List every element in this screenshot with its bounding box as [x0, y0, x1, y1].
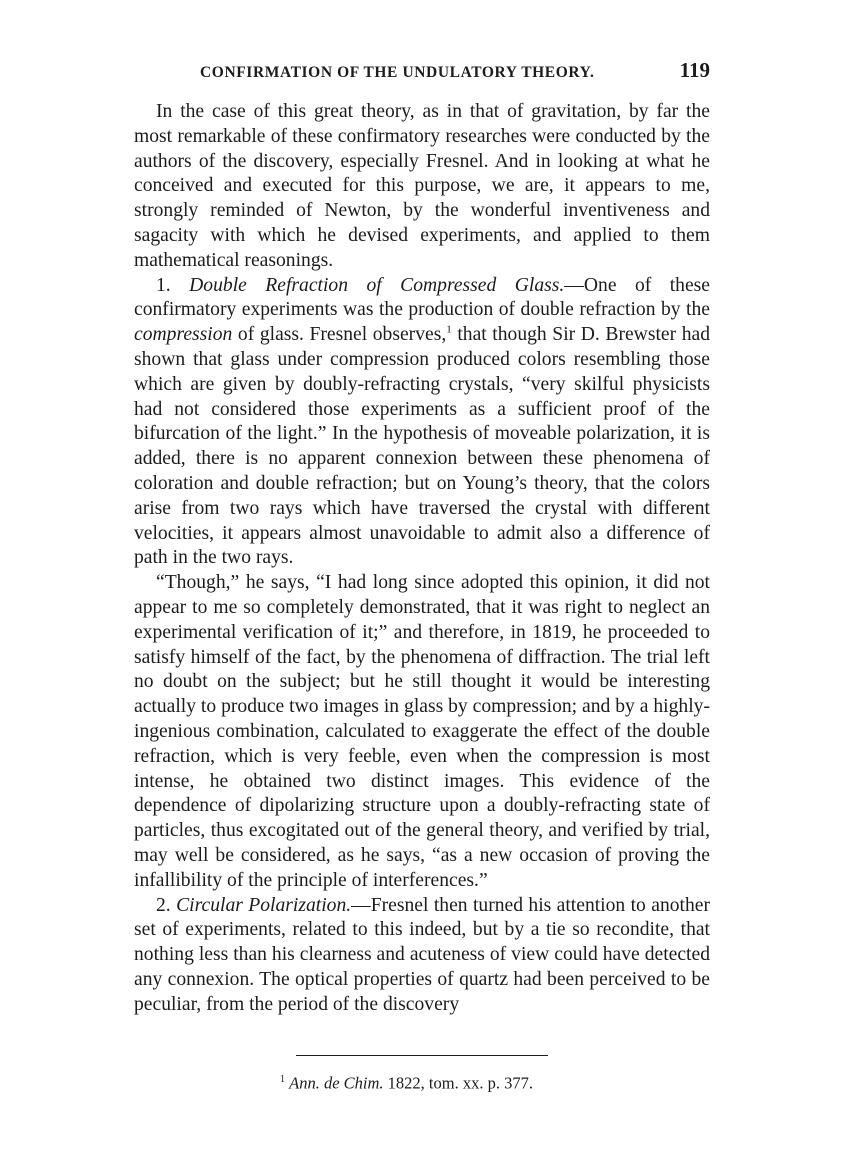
running-head: [200, 58, 710, 86]
paragraph-intro: In the case of this great theory, as in that of gravitation, by far the most remarkable of these confirmatory researches were conducted by the authors of the discovery, especially Fresnel. And in looking at what he conceived and executed for this purpose, we are, it appears to me, strongly reminded of Newton, by the wonderful inventiveness and sagacity with which he devised experiments, and applied to them mathematical reasonings.: [134, 101, 710, 271]
paragraph-text: —Fresnel then turned his attention to another set of experiments, related to this indeed, but by a tie so recondite, that nothing less than his clearness and acuteness of view could have detected any connexion. The optical properties of quartz had been perceived to be peculiar, from the period of the discovery: [134, 894, 711, 1015]
section-heading-circular-polarization: Circular Polarization.: [176, 894, 352, 916]
footnote-divider: [296, 1055, 548, 1056]
footnote-source: Ann. de Chim.: [289, 1073, 384, 1093]
page-number: 119: [679, 58, 710, 82]
footnote: [280, 1070, 600, 1094]
footnote-reference: 1: [446, 323, 452, 336]
paragraph-text: —One of these confirmatory experiments was the production of double refraction by the: [134, 274, 710, 321]
section-heading-double-refraction: Double Refraction of Compressed Glass.: [189, 274, 565, 296]
paragraph-circular-polarization: [134, 894, 710, 1018]
footnote-details: 1822, tom. xx. p. 377.: [387, 1073, 533, 1093]
paragraph-text: that though Sir D. Brewster had shown that glass under compression produced colors resembling those which are given by doubly-refracting crystals, “very skilful physicists had not considered those experiments as a sufficient proof of the bifurcation of the light.” In the hypothesis of moveable polarization, it is added, there is no apparent connexion between these phenomena of coloration and double refraction; but on Young’s theory, that the colors arise from two rays which have traversed the crystal with different velocities, it appears almost unavoidable to admit also a difference of path in the two rays.: [134, 324, 710, 569]
paragraph-text: of glass. Fresnel observes,: [237, 324, 447, 346]
footnote-marker: 1: [280, 1074, 285, 1085]
emphasis-compression: compression: [134, 324, 233, 346]
paragraph-quotation: “Though,” he says, “I had long since adopted this opinion, it did not appear to me so completely demonstrated, that it was right to neglect an experimental verification of it;” and therefore, in 1819, he proceeded to satisfy himself of the fact, by the phenomena of diffraction. The trial left no doubt on the subject; but he still thought it would be interesting actually to produce two images in glass by compression; and by a highly-ingenious combination, calculated to exaggerate the effect of the double refraction, which is very feeble, even when the compression is most intense, he obtained two distinct images. This evidence of the dependence of dipolarizing structure upon a doubly-refracting state of particles, thus excogitated out of the general theory, and verified by trial, may well be considered, as he says, “as a new occasion of proving the infallibility of the principle of interferences.”: [134, 572, 710, 891]
body-text: [134, 100, 710, 1017]
paragraph-double-refraction: [134, 274, 710, 572]
running-title: CONFIRMATION OF THE UNDULATORY THEORY.: [200, 64, 595, 81]
section-number: 2.: [156, 894, 171, 916]
section-number: 1.: [156, 274, 171, 296]
